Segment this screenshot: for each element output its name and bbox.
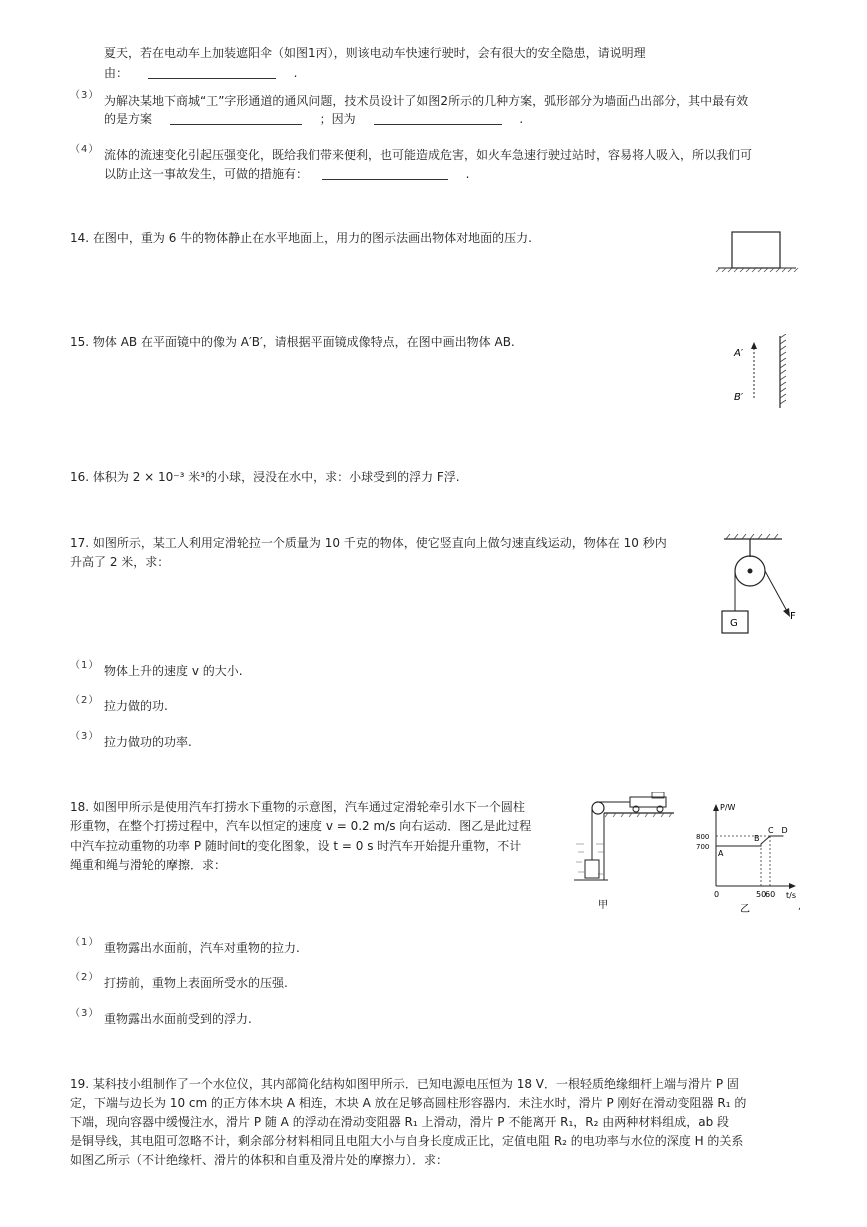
q17-pulley-figure	[716, 533, 802, 637]
answer-blank[interactable]	[322, 167, 448, 180]
point-label: C	[768, 826, 774, 835]
x-tick-label: 50	[756, 890, 767, 899]
truck-body	[630, 797, 666, 807]
q18-sub2-number: （2）	[70, 972, 100, 983]
y-tick-label: 800	[696, 833, 710, 841]
q13-intro-line1: 夏天，若在电动车上加装遮阳伞（如图1丙），则该电动车快速行驶时，会有很大的安全隐患，请说明理	[104, 46, 646, 60]
block-box	[732, 232, 780, 268]
q18-line1: 18. 如图甲所示是使用汽车打捞水下重物的示意图，汽车通过定滑轮牵引水下一个圆柱	[70, 800, 525, 814]
q17-line2: 升高了 2 米，求：	[70, 555, 170, 569]
rope-right	[765, 571, 788, 613]
q19-line1: 19. 某科技小组制作了一个水位仪，其内部简化结构如图甲所示．已知电源电压恒为 18 V．一根轻质绝缘细杆上端与滑片 P 固	[70, 1077, 739, 1091]
q17-sub2-number: （2）	[70, 695, 100, 706]
label-yi: 乙	[740, 904, 750, 915]
q17-sub3: 拉力做功的功率.	[104, 735, 192, 749]
q13-sub3-line1: 为解决某地下商城“工”字形通道的通风问题，技术员设计了如图2所示的几种方案，弧形部分为墙面凸出部分，其中最有效	[104, 94, 749, 108]
q19-line4: 是铜导线，其电阻可忽略不计，剩余部分材料相同且电阻大小与自身长度成正比，定值电阻 R₂ 的电功率与水位的深度 H 的关系	[70, 1134, 744, 1148]
q13-intro-line2: 由： .	[104, 66, 298, 80]
x-axis-arrow-icon	[789, 883, 796, 889]
q19-line3: 下端，现向容器中缓慢注水，滑片 P 随 A 的浮动在滑动变阻器 R₁ 上滑动，滑片 P 不能离开 R₁，R₂ 由两种材料组成，ab 段	[70, 1115, 730, 1129]
margin-mark: ,	[798, 902, 801, 912]
power-series-line	[716, 836, 784, 846]
point-label: D	[781, 826, 788, 835]
answer-blank[interactable]	[374, 112, 502, 125]
q17-sub2: 拉力做的功.	[104, 699, 168, 713]
x-tick-label: 60	[765, 890, 776, 899]
point-label: B	[754, 834, 760, 843]
q14-text: 14. 在图中，重为 6 牛的物体静止在水平地面上，用力的图示法画出物体对地面的压力.	[70, 231, 532, 245]
q13-sub3-number: （3）	[70, 90, 100, 101]
ceiling-hatch	[726, 534, 778, 539]
q18-sub1: 重物露出水面前，汽车对重物的拉力.	[104, 941, 300, 955]
q13-sub4-line1: 流体的流速变化引起压强变化，既给我们带来便利，也可能造成危害，如火车急速行驶过站时，容易将人吸入，所以我们可	[104, 148, 753, 162]
q13-sub3-line2: 的是方案 ；因为 .	[104, 112, 524, 126]
q13-sub4-number: （4）	[70, 144, 100, 155]
q18-figure-jia	[574, 792, 678, 912]
q18-line4: 绳重和绳与滑轮的摩擦．求：	[70, 858, 227, 872]
q17-line1: 17. 如图所示，某工人利用定滑轮拉一个质量为 10 千克的物体，使它竖直向上做匀速直线运动，物体在 10 秒内	[70, 536, 667, 550]
y-axis-arrow-icon	[713, 804, 719, 811]
y-tick-label: 700	[696, 843, 710, 851]
q17-sub3-number: （3）	[70, 731, 100, 742]
point-label: A	[718, 849, 724, 858]
y-axis-label: P/W	[720, 803, 736, 812]
x-axis-label: t/s	[786, 891, 796, 900]
mirror-hatch	[780, 334, 786, 404]
cylinder-weight	[585, 860, 599, 878]
answer-blank[interactable]	[170, 112, 302, 125]
q18-sub3: 重物露出水面前受到的浮力.	[104, 1012, 252, 1026]
force-arrow-icon	[783, 608, 790, 617]
q16-text: 16. 体积为 2 × 10⁻³ 米³的小球，浸没在水中，求：小球受到的浮力 F浮.	[70, 470, 460, 484]
q15-text: 15. 物体 AB 在平面镜中的像为 A′B′，请根据平面镜成像特点，在图中画出物体 AB.	[70, 335, 515, 349]
ground-hatch	[716, 268, 798, 272]
q17-sub1: 物体上升的速度 v 的大小.	[104, 664, 243, 678]
q14-figure	[714, 228, 804, 276]
label-b-prime: B′	[734, 392, 744, 403]
q18-sub1-number: （1）	[70, 937, 100, 948]
q18-sub2: 打捞前，重物上表面所受水的压强.	[104, 976, 288, 990]
label-g: G	[730, 618, 738, 629]
q15-figure	[728, 334, 798, 414]
arrow-head-icon	[751, 342, 757, 349]
x-tick-label: 0	[714, 890, 720, 899]
q13-sub4-line2: 以防止这一事故发生，可做的措施有： .	[104, 167, 470, 181]
answer-blank[interactable]	[148, 66, 276, 79]
q19-line5: 如图乙所示（不计绝缘杆、滑片的体积和自重及滑片处的摩擦力）．求：	[70, 1153, 449, 1167]
label-f: F	[790, 611, 796, 622]
q17-sub1-number: （1）	[70, 660, 100, 671]
pulley-wheel	[592, 802, 604, 814]
q18-line2: 形重物，在整个打捞过程中，汽车以恒定的速度 v = 0.2 m/s 向右运动．图乙是此过程	[70, 819, 532, 833]
label-a-prime: A′	[734, 348, 744, 359]
pulley-hub	[748, 569, 753, 574]
q19-line2: 定，下端与边长为 10 cm 的正方体木块 A 相连，木块 A 放在足够高圆柱形容器内．未注水时，滑片 P 刚好在滑动变阻器 R₁ 的	[70, 1096, 747, 1110]
q18-figure-yi-chart	[694, 800, 804, 916]
q18-sub3-number: （3）	[70, 1008, 100, 1019]
water-lines	[576, 844, 604, 874]
label-jia: 甲	[598, 900, 608, 911]
q18-line3: 中汽车拉动重物的功率 P 随时间t的变化图象，设 t = 0 s 时汽车开始提升重物，不计	[70, 839, 522, 853]
